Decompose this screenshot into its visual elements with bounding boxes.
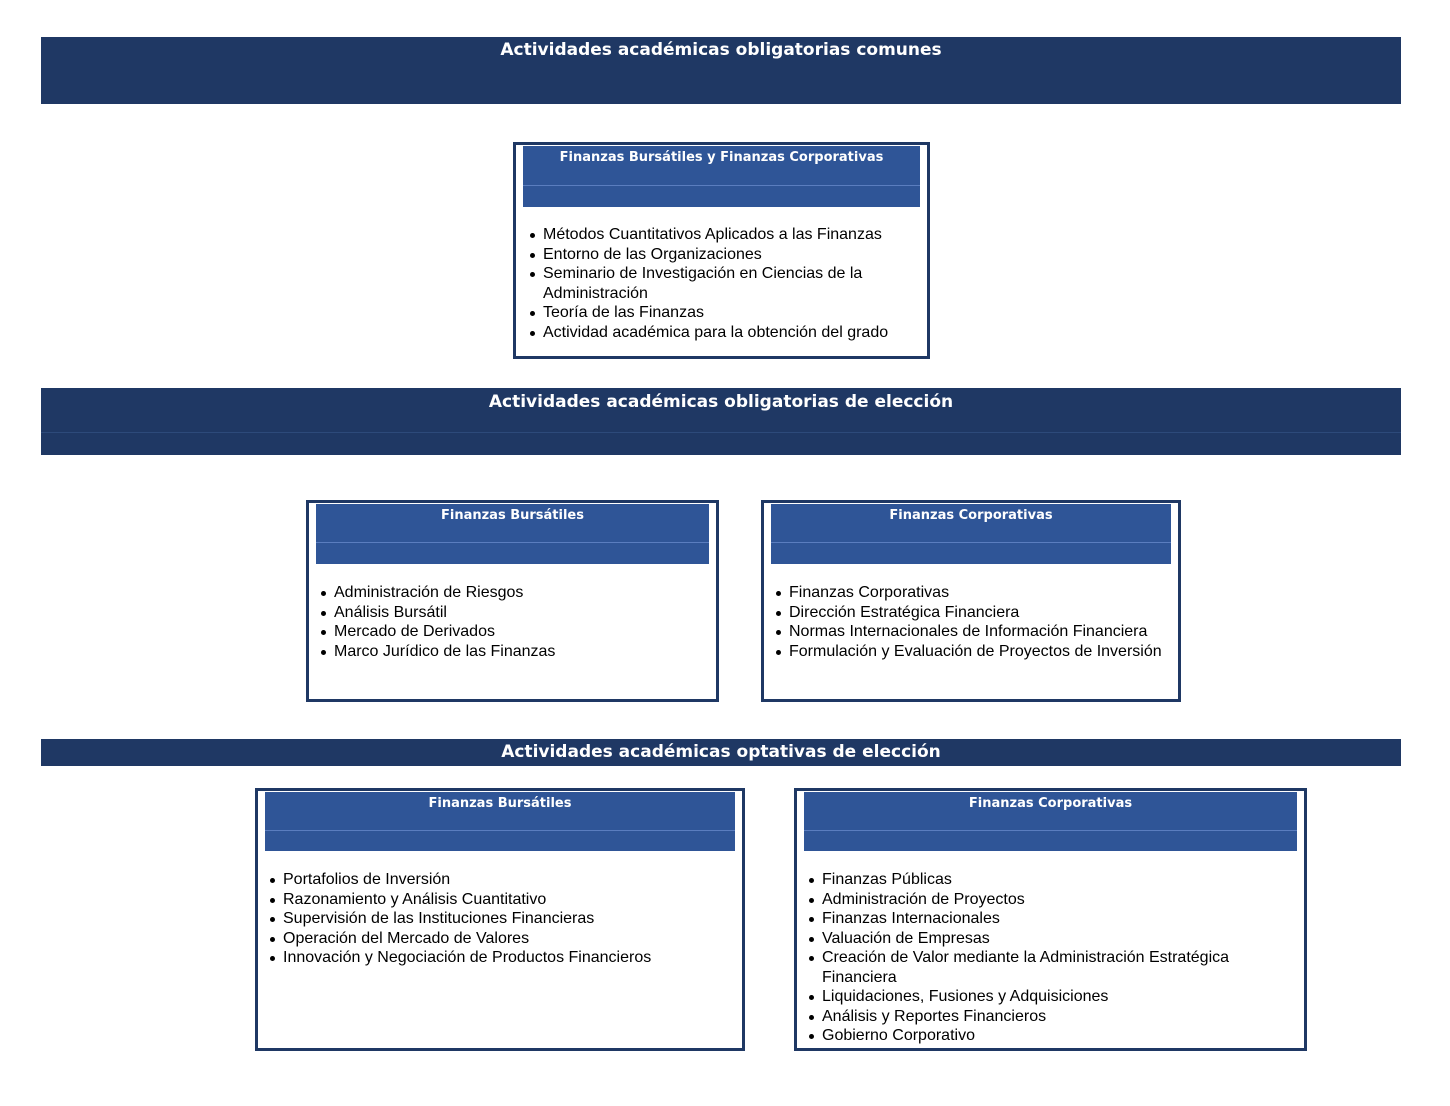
list-item: Creación de Valor mediante la Administración Estratégica Financiera [807, 948, 1297, 987]
box-header [804, 792, 1297, 851]
section-band-optional-choice [41, 739, 1401, 766]
course-list [319, 583, 709, 661]
list-item: Finanzas Corporativas [774, 583, 1174, 603]
list-item: Gobierno Corporativo [807, 1026, 1297, 1046]
box-header [771, 504, 1171, 564]
header-divider [523, 185, 920, 186]
list-item: Finanzas Públicas [807, 870, 1297, 890]
box-title: Finanzas Bursátiles [428, 796, 572, 811]
box-optional-bursatiles [255, 788, 745, 1051]
list-item: Supervisión de las Instituciones Financieras [268, 909, 733, 929]
box-header [265, 792, 735, 851]
list-item: Mercado de Derivados [319, 622, 709, 642]
list-item: Entorno de las Organizaciones [528, 245, 918, 265]
box-header [316, 504, 709, 564]
section-title-optional-choice: Actividades académicas optativas de elección [501, 742, 941, 762]
course-list [268, 870, 733, 968]
list-item: Innovación y Negociación de Productos Financieros [268, 948, 733, 968]
list-item: Administración de Riesgos [319, 583, 709, 603]
list-item: Métodos Cuantitativos Aplicados a las Finanzas [528, 225, 918, 245]
header-divider [771, 542, 1171, 543]
box-obligatory-bursatiles [306, 500, 719, 702]
course-list [807, 870, 1297, 1046]
box-obligatory-corporativas [761, 500, 1181, 702]
list-item: Análisis Bursátil [319, 603, 709, 623]
section-title-common: Actividades académicas obligatorias comunes [500, 40, 942, 60]
list-item: Valuación de Empresas [807, 929, 1297, 949]
list-item: Liquidaciones, Fusiones y Adquisiciones [807, 987, 1297, 1007]
header-divider [316, 542, 709, 543]
section-band-common [41, 37, 1401, 104]
header-divider [265, 830, 735, 831]
box-header [523, 146, 920, 207]
list-item: Administración de Proyectos [807, 890, 1297, 910]
list-item: Razonamiento y Análisis Cuantitativo [268, 890, 733, 910]
box-title: Finanzas Corporativas [968, 796, 1133, 811]
box-title: Finanzas Corporativas [889, 508, 1053, 523]
list-item: Finanzas Internacionales [807, 909, 1297, 929]
course-list [774, 583, 1174, 661]
box-title: Finanzas Bursátiles y Finanzas Corporativas [559, 150, 884, 165]
list-item: Operación del Mercado de Valores [268, 929, 733, 949]
box-title: Finanzas Bursátiles [441, 508, 584, 523]
list-item: Normas Internacionales de Información Financiera [774, 622, 1174, 642]
list-item: Actividad académica para la obtención del grado [528, 323, 918, 343]
box-common-core [513, 142, 930, 359]
course-list [528, 225, 918, 342]
list-item: Análisis y Reportes Financieros [807, 1007, 1297, 1027]
list-item: Formulación y Evaluación de Proyectos de Inversión [774, 642, 1174, 662]
header-divider [804, 830, 1297, 831]
box-optional-corporativas [794, 788, 1307, 1051]
section-band-obligatory-choice [41, 388, 1401, 455]
list-item: Portafolios de Inversión [268, 870, 733, 890]
list-item: Marco Jurídico de las Finanzas [319, 642, 709, 662]
list-item: Teoría de las Finanzas [528, 303, 918, 323]
list-item: Dirección Estratégica Financiera [774, 603, 1174, 623]
section-title-obligatory-choice: Actividades académicas obligatorias de elección [488, 392, 954, 412]
list-item: Seminario de Investigación en Ciencias de la Administración [528, 264, 918, 303]
